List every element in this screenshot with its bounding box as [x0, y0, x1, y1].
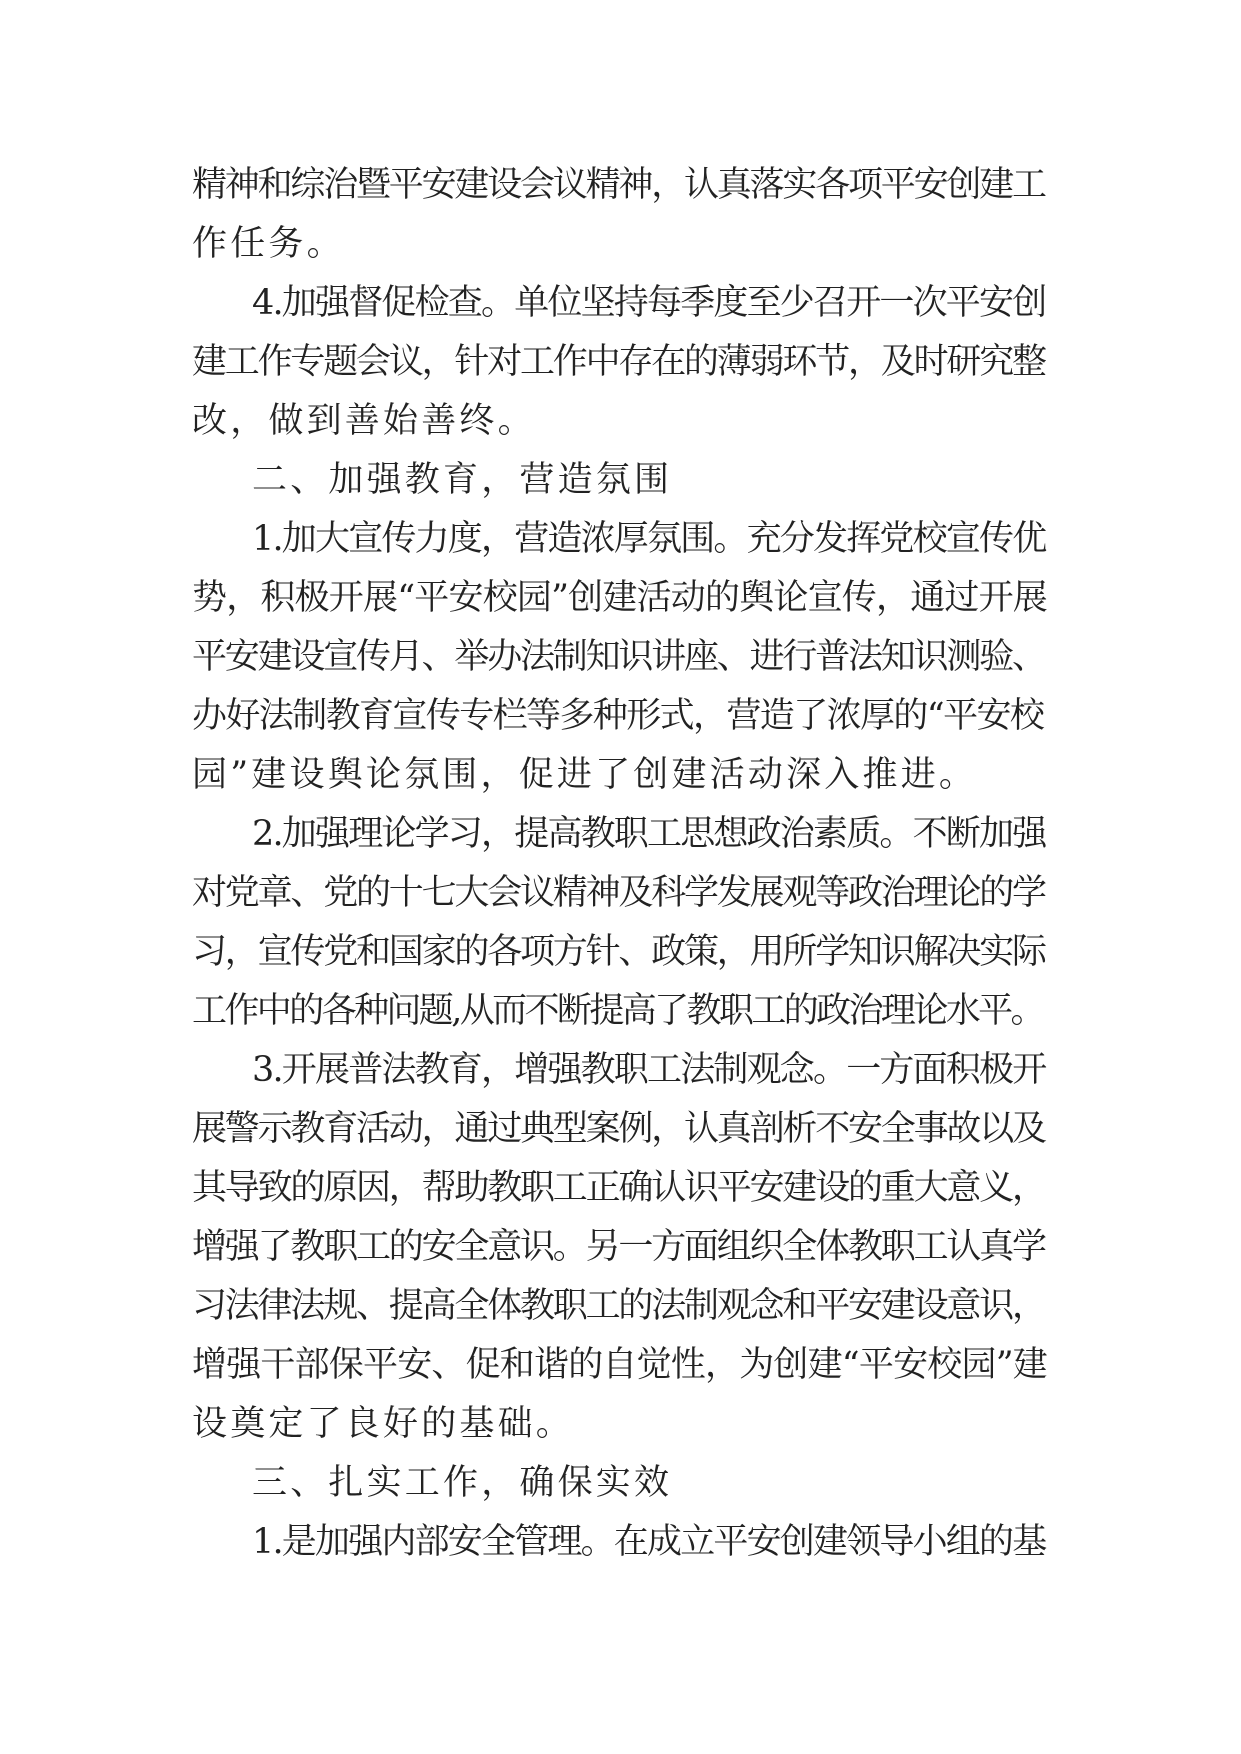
text-line: 精神和综治暨平安建设会议精神，认真落实各项平安创建工 — [192, 165, 1045, 205]
text-line: 建工作专题会议，针对工作中存在的薄弱环节，及时研究整 — [192, 342, 1045, 382]
text-line: 增强了教职工的安全意识。另一方面组织全体教职工认真学 — [192, 1227, 1045, 1267]
section-heading: 三、扎实工作，确保实效 — [252, 1463, 673, 1503]
text-line: 设奠定了良好的基础。 — [192, 1404, 575, 1444]
text-line: 1.加大宣传力度，营造浓厚氛围。充分发挥党校宣传优 — [252, 519, 1046, 559]
section-heading: 二、加强教育，营造氛围 — [252, 460, 673, 500]
text-line: 对党章、党的十七大会议精神及科学发展观等政治理论的学 — [192, 873, 1045, 913]
text-line: 3.开展普法教育，增强教职工法制观念。一方面积极开 — [252, 1050, 1046, 1090]
text-line: 4.加强督促检查。单位坚持每季度至少召开一次平安创 — [252, 283, 1046, 323]
text-line: 展警示教育活动，通过典型案例，认真剖析不安全事故以及 — [192, 1109, 1045, 1149]
text-line: 1.是加强内部安全管理。在成立平安创建领导小组的基 — [252, 1522, 1046, 1562]
text-line: 势，积极开展“平安校园”创建活动的舆论宣传，通过开展 — [192, 578, 1047, 618]
text-line: 增强干部保平安、促和谐的自觉性，为创建“平安校园”建 — [192, 1345, 1047, 1385]
body-text — [192, 156, 1047, 1572]
text-line: 改，做到善始善终。 — [192, 401, 536, 441]
text-line: 习，宣传党和国家的各项方针、政策，用所学知识解决实际 — [192, 932, 1045, 972]
text-line: 作任务。 — [192, 224, 345, 264]
text-line: 习法律法规、提高全体教职工的法制观念和平安建设意识， — [192, 1286, 1045, 1326]
text-line: 工作中的各种问题,从而不断提高了教职工的政治理论水平。 — [192, 991, 1043, 1031]
text-line: 平安建设宣传月、举办法制知识讲座、进行普法知识测验、 — [192, 637, 1045, 677]
text-line: 其导致的原因，帮助教职工正确认识平安建设的重大意义， — [192, 1168, 1045, 1208]
text-line: 2.加强理论学习，提高教职工思想政治素质。不断加强 — [252, 814, 1046, 854]
text-line: 办好法制教育宣传专栏等多种形式，营造了浓厚的“平安校 — [192, 696, 1044, 736]
text-line: 园”建设舆论氛围，促进了创建活动深入推进。 — [192, 755, 978, 795]
